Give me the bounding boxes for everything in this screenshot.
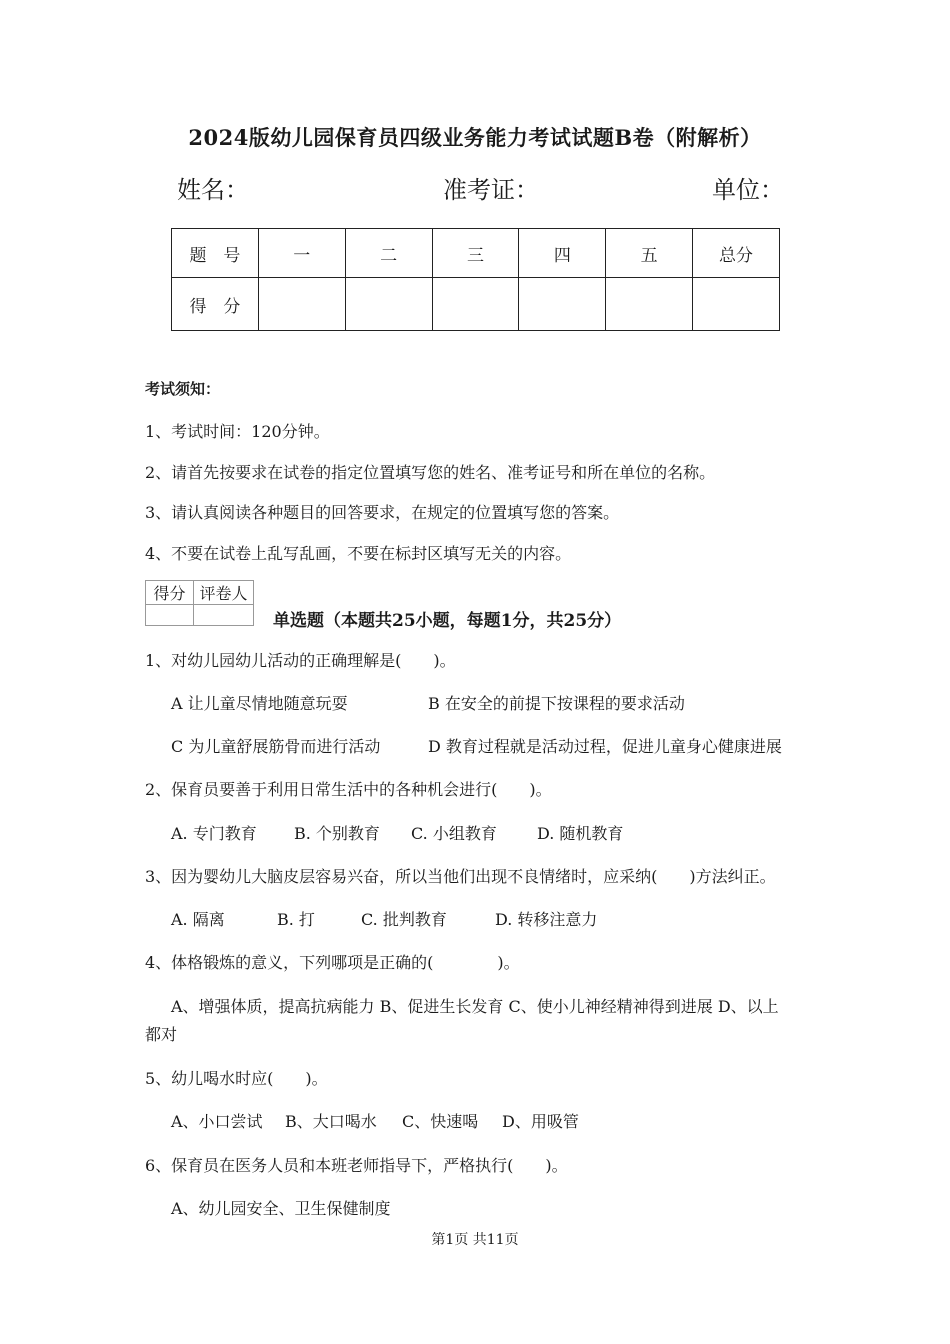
question-stem: 3、因为婴幼儿大脑皮层容易兴奋，所以当他们出现不良情绪时，应采纳( )方法纠正。 bbox=[145, 867, 776, 886]
option-c: C、快速喝 bbox=[402, 1112, 479, 1131]
option-a: A、小口尝试 bbox=[171, 1112, 263, 1131]
score-cell[interactable] bbox=[432, 278, 519, 331]
option-a: A. 专门教育 bbox=[171, 824, 257, 843]
option-b: B. 打 bbox=[277, 910, 315, 929]
notice-item: 4、不要在试卷上乱写乱画，不要在标封区填写无关的内容。 bbox=[145, 544, 572, 563]
option-d: D 教育过程就是活动过程，促进儿童身心健康进展 bbox=[428, 737, 782, 756]
grader-box bbox=[145, 580, 254, 626]
option-d: D. 转移注意力 bbox=[495, 910, 598, 929]
document-title: 2024版幼儿园保育员四级业务能力考试试题B卷（附解析） bbox=[188, 125, 762, 150]
exam-id-field-label: 准考证： bbox=[443, 176, 539, 204]
option-d: D. 随机教育 bbox=[537, 824, 624, 843]
notice-heading: 考试须知： bbox=[145, 380, 221, 398]
options-line-continued: 都对 bbox=[145, 1025, 178, 1044]
score-table-header: 总分 bbox=[693, 229, 780, 278]
option-b: B 在安全的前提下按课程的要求活动 bbox=[428, 694, 685, 713]
score-table-header-row bbox=[172, 229, 780, 278]
option-a: A. 隔离 bbox=[171, 910, 225, 929]
question-stem: 5、幼儿喝水时应( )。 bbox=[145, 1069, 328, 1088]
name-field-label: 姓名： bbox=[177, 176, 249, 204]
score-table-header: 题 号 bbox=[172, 229, 259, 278]
question-stem: 6、保育员在医务人员和本班老师指导下，严格执行( )。 bbox=[145, 1156, 568, 1175]
option-a: A 让儿童尽情地随意玩耍 bbox=[171, 694, 348, 713]
unit-field-label: 单位： bbox=[712, 176, 784, 204]
option-b: B. 个别教育 bbox=[294, 824, 380, 843]
score-table-header: 四 bbox=[519, 229, 606, 278]
option-b: B、大口喝水 bbox=[285, 1112, 377, 1131]
score-row-label: 得 分 bbox=[172, 278, 259, 331]
option-c: C. 批判教育 bbox=[361, 910, 447, 929]
notice-item: 2、请首先按要求在试卷的指定位置填写您的姓名、准考证号和所在单位的名称。 bbox=[145, 463, 716, 482]
score-cell[interactable] bbox=[519, 278, 606, 331]
option-c: C 为儿童舒展筋骨而进行活动 bbox=[171, 737, 381, 756]
grader-name-label: 评卷人 bbox=[194, 581, 254, 605]
score-table bbox=[171, 228, 780, 331]
score-table-header: 二 bbox=[345, 229, 432, 278]
notice-item: 1、考试时间：120分钟。 bbox=[145, 422, 330, 441]
option-d: D、用吸管 bbox=[502, 1112, 579, 1131]
page-footer: 第1页 共11页 bbox=[431, 1232, 519, 1248]
section-title: 单选题（本题共25小题，每题1分，共25分） bbox=[273, 611, 622, 631]
score-table-header: 五 bbox=[606, 229, 693, 278]
score-cell[interactable] bbox=[345, 278, 432, 331]
score-cell[interactable] bbox=[606, 278, 693, 331]
score-cell[interactable] bbox=[258, 278, 345, 331]
option-c: C. 小组教育 bbox=[411, 824, 497, 843]
grader-score-label: 得分 bbox=[146, 581, 194, 605]
grader-score-cell[interactable] bbox=[146, 605, 194, 626]
score-cell[interactable] bbox=[693, 278, 780, 331]
score-table-header: 一 bbox=[258, 229, 345, 278]
notice-item: 3、请认真阅读各种题目的回答要求，在规定的位置填写您的答案。 bbox=[145, 503, 620, 522]
question-stem: 1、对幼儿园幼儿活动的正确理解是( )。 bbox=[145, 651, 456, 670]
options-line: A、增强体质，提高抗病能力 B、促进生长发育 C、使小儿神经精神得到进展 D、以上 bbox=[171, 997, 779, 1016]
question-stem: 4、体格锻炼的意义，下列哪项是正确的( )。 bbox=[145, 953, 520, 972]
score-table-score-row bbox=[172, 278, 780, 331]
score-table-header: 三 bbox=[432, 229, 519, 278]
grader-name-cell[interactable] bbox=[194, 605, 254, 626]
option-a: A、幼儿园安全、卫生保健制度 bbox=[171, 1199, 391, 1218]
question-stem: 2、保育员要善于利用日常生活中的各种机会进行( )。 bbox=[145, 780, 552, 799]
